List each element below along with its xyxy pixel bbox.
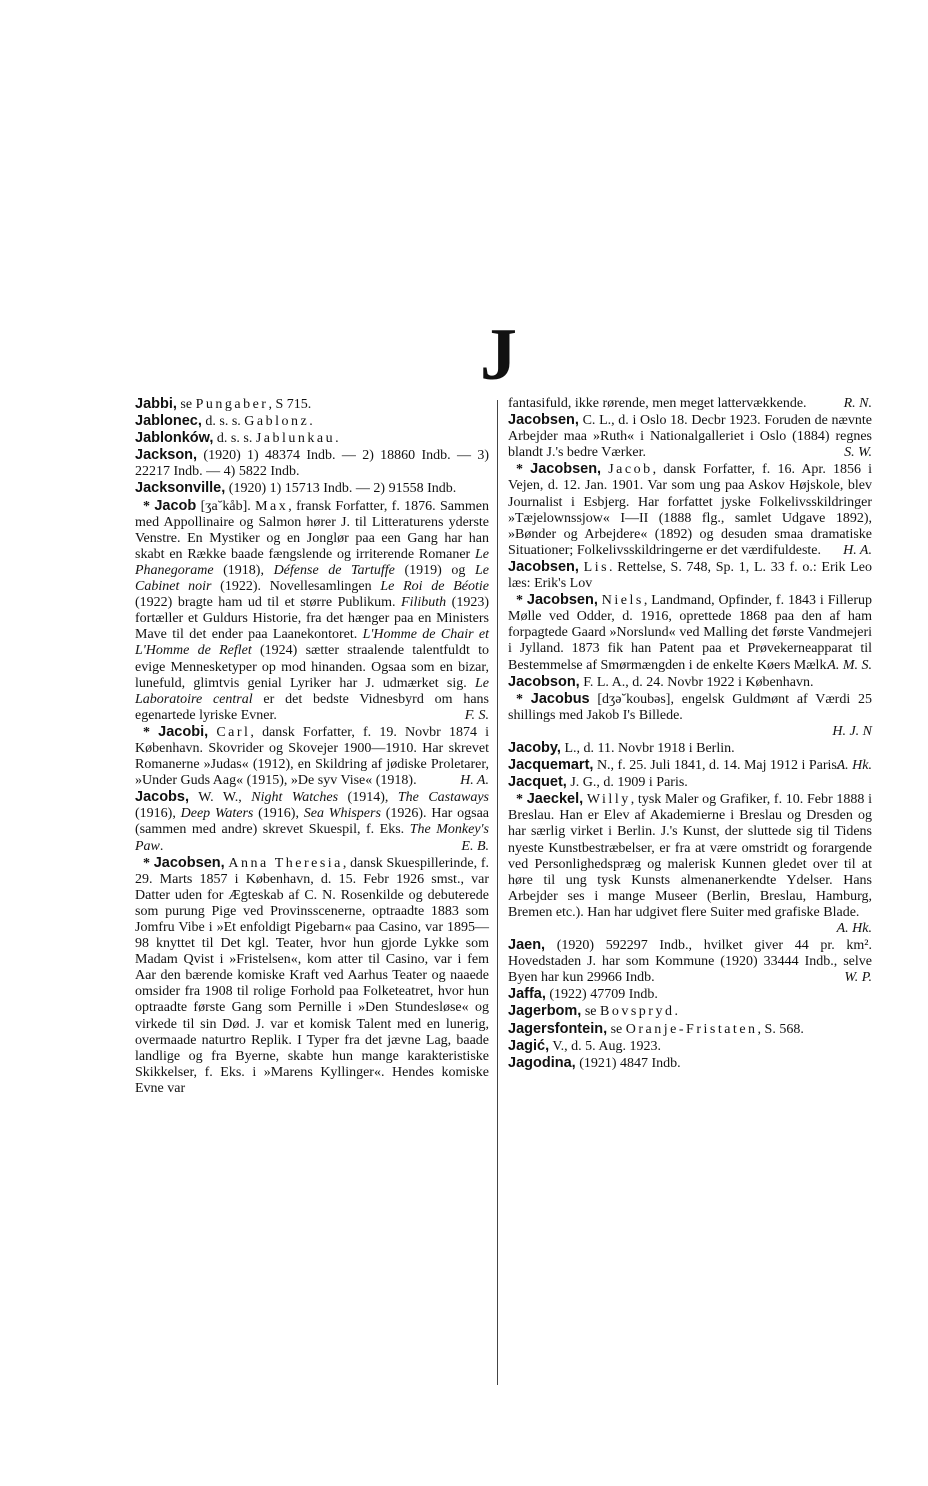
entry-signature: S. W. [844,445,872,461]
entry-text: (1920) 1) 15713 Indb. — 2) 91558 Indb. [225,481,457,497]
dictionary-entry [508,774,872,791]
entry-headword: Jacobson, [508,673,580,690]
entry-text: (1926). Har ogsaa (sammen med andre) skrevet Skuespil, f. Eks. [135,806,489,838]
entry-text: er det bedste Vidnesbyrd om hans egenartede lyriske Evner. [135,691,490,723]
entry-star-marker: * [516,792,527,808]
entry-headword: Jaen, [508,937,546,954]
entry-spaced-name: Anna Theresia [228,855,343,871]
dictionary-entry [135,447,489,480]
entry-text: , Landmand, Opfinder, f. 1843 i Fillerup Mølle ved Odder, d. 1916, oprettede 1868 paa den af ham forpagtede Gaard »Norslund« ved Malling det første Vandmejeri i Jylland. 1873 fik han Patent paa et Prøvekerneapparat til Bestemmelse af Smørmængden i de enkelte Køers Mælk. [508,593,873,673]
entry-headword: Jacobsen, [530,461,602,478]
entry-text: , S. 568. [757,1021,804,1037]
entry-text: (1920) 1) 48374 Indb. — 2) 18860 Indb. — 3) 22217 Indb. — 4) 5822 Indb. [135,448,489,480]
dictionary-entry [508,1021,872,1038]
entry-signature: R. N. [843,396,872,411]
dictionary-entry [508,559,872,592]
entry-spaced-name: Carl [216,724,251,740]
entry-headword: Jacoby, [508,739,561,756]
dictionary-entry [135,855,489,1097]
entry-text: C. L., d. i Oslo 18. Decbr 1923. Foruden de nævnte Arbejder maa »Ruth« i Nationalgalleriet i Oslo (1884) regnes blandt J.'s bedre Værker. [508,413,872,461]
entry-headword: Jacobsen, [526,592,598,609]
entry-signature: E. B. [461,838,489,854]
entry-text: se [607,1021,626,1037]
entry-text: , fransk Forfatter, f. 1876. Sammen med Appollinaire og Salmon hører J. til Litteraturens yderste Venstre. En Mystiker og en Jonglør paa een Gang har han skabt en Række baade fængslende og irriterende Romaner [135,498,489,562]
entry-headword: Jacquemart, [508,757,594,774]
entry-text: (1916), [135,806,181,822]
entry-text: , S 715. [268,397,312,412]
entry-spaced-name: Gablonz [244,414,310,430]
entry-text: (1924) sætter straalende talentfuldt to evige Mennesketyper op mod hinanden. Ogsaa som en bizar, lunefuld, glimtvis genial Lyriker har J. udmærket sig. [135,643,489,691]
entry-text: [dʒə˘koubəs], engelsk Guldmønt af Værdi 25 shillings med Jakob I's Billede. [508,691,873,723]
entry-signature: A. Hk. [836,921,872,936]
section-letter: J [480,314,517,396]
entry-headword: Jaeckel, [526,791,584,808]
entry-text: se [176,397,196,412]
entry-text: (1922) bragte ham ud til et større Publikum. [135,595,402,611]
dictionary-entry [508,1038,872,1055]
entry-spaced-name: Willy [586,792,631,808]
entry-signature: W. P. [844,970,872,986]
entry-text: , dansk Forfatter, f. 16. Apr. 1856 i Vejen, d. 12. Jan. 1901. Var som ung paa Askov Højskole, blev Journalist i Esbjerg. Har forfattet jyske Folkelivsskildringer »Tæjelownssjow« I—II (1888 flg., samlet Udgave 1892), »Bønder og Arbejdere« (1892) og desuden smaa dramatiske Situationer; Folkelivsskildringerne er det værdifuldeste. [508,462,873,558]
entry-text: N., f. 25. Juli 1841, d. 14. Maj 1912 i Paris. [593,758,841,774]
entry-text: (1920) 592297 Indb., hvilket giver 44 pr. km². Hovedstaden J. har som Kommune (1920) 33444 Indb., selve Byen har kun 29966 Indb. [508,938,872,986]
entry-signature: A. Hk. [836,758,872,774]
entry-italic-title: Le Phanegorame [135,546,489,578]
entry-text: (1922). Novellesamlingen [211,579,381,595]
entry-headword: Jacobi, [158,723,209,740]
entry-star-marker: * [516,691,531,707]
entry-text: . [159,838,164,854]
entry-spaced-name: Max [255,498,289,514]
entry-spaced-name: Pungaber [195,397,269,412]
dictionary-entry [508,461,872,559]
entry-text: F. L. A., d. 24. Novbr 1922 i København. [579,674,814,690]
entry-text: . [674,1004,678,1020]
entry-text: d. s. s. [213,431,256,447]
entry-star-marker: * [143,855,154,871]
entry-text: (1923) fortæller et Guldurs Historie, fra det hænger paa en Ministers Mave til det ender paa Laanekontoret. [135,595,489,643]
entry-text: [ʒa˘kåb]. [196,498,256,514]
entry-text: , tysk Maler og Grafiker, f. 10. Febr 1888 i Breslau. Han er Elev af Akademierne i Breslau og Dresden og har særlig virket i Berlin. J.'s Kunst, der sluttede sig til Tidens nyeste Kunstbestræbelser, er fra at være omstridt og forargende ved Personlighedspræg og malerisk Kunnen gledet over til at høre til ung tysk Kunsts almenanerkendte Ydelser. Hans Arbejder ses i mange Museer (Berlin, Breslau, Hamburg, Bremen etc.). Han har udgivet flere Suiter med grafiske Blade. [508,792,872,920]
entry-headword: Jacobs, [135,789,189,806]
column-divider [497,400,498,1385]
dictionary-entry [508,740,872,757]
entry-italic-title: The Monkey's Paw [135,822,489,854]
entry-headword: Jabbi, [135,396,177,412]
dictionary-entry [135,413,489,430]
entry-headword: Jacksonville, [135,480,226,497]
left-column [135,396,489,1097]
entry-spaced-name: Bovspryd [600,1004,675,1020]
dictionary-entry [508,986,872,1003]
entry-signature: H. A. [843,542,872,558]
entry-italic-title: The Castaways [397,790,489,806]
entry-headword: Jacobsen, [508,558,579,575]
entry-signature: H. A. [460,773,489,789]
dictionary-entry [508,757,872,774]
entry-spaced-name: Oranje-Fristaten [625,1021,758,1037]
entry-italic-title: Le Roi de Béotie [380,579,490,595]
entry-headword: Jacquet, [508,774,567,791]
entry-headword: Jackson, [135,447,198,464]
entry-text: J. G., d. 1909 i Paris. [566,775,688,791]
dictionary-entry [508,592,872,673]
entry-star-marker: * [143,724,159,740]
entry-headword: Jacobsen, [508,412,579,429]
entry-signature: F. S. [464,707,489,723]
dictionary-entry [135,430,489,447]
entry-headword: Jacobsen, [153,854,225,871]
dictionary-entry [508,691,872,724]
entry-text: L., d. 11. Novbr 1918 i Berlin. [560,740,735,756]
entry-headword: Jablonków, [135,430,214,447]
entry-text: (1921) 4847 Indb. [575,1055,681,1071]
entry-headword: Jagić, [508,1037,550,1054]
dictionary-entry [135,480,489,497]
dictionary-entry [508,1003,872,1020]
dictionary-entry [135,498,489,724]
entry-italic-title: Le Cabinet noir [135,562,489,595]
entry-text: d. s. s. [201,414,245,430]
dictionary-entry [508,1055,872,1072]
entry-text: (1914), [338,790,398,806]
entry-italic-title: Night Watches [251,790,339,806]
entry-text: . Rettelse, S. 748, Sp. 1, L. 33 f. o.: Erik Leo læs: Erik's Lov [508,559,872,592]
entry-text: (1916), [253,806,304,822]
entry-italic-title: Défense de Tartuffe [273,562,395,578]
entry-signature: H. J. N [832,723,872,739]
entry-text: , dansk Skuespillerinde, f. 29. Marts 1857 i København, d. 15. Febr 1926 smst., var Datter uden for Ægteskab af C. N. Rosenkilde og debuterede som purung Pige ved Provinsscenerne, optraadte 1883 som Jomfru Vibe i »Et enfoldigt Pigebarn« paa Casino, var 1895—98 knyttet til Det kgl. Teater, hvor hun gjorde Lykke som Madam Qvist i »Fristelsen«, kom atter til Casino, var i fem Aar den bærende komiske Kraft ved Aarhus Teater og naaede omsider fra 1908 til rolige Forhold paa Folketeatret, hvor hun optraadte første Gang som Pernille i »Den Stundesløse« og virkede til sin Død. J. var et komisk Talent med en lunerig, overmaade naturtro Replik. I Typer fra det jævne Lag, baade landlige og fra Byerne, skabte hun mange karakteristiske Skikkelser, f. Eks. i »Marens Kyllinger«. Hendes komiske Evne var [135,855,490,1096]
entry-headword: Jagerbom, [508,1003,582,1020]
dictionary-entry [135,396,489,413]
entry-text: . [335,431,339,447]
entry-italic-title: Deep Waters [180,806,254,822]
entry-text: . [309,414,313,430]
entry-italic-title: L'Homme de Chair et L'Homme de Reflet [135,627,489,659]
entry-headword: Jagersfontein, [508,1020,608,1037]
entry-italic-title: Filibuth [401,595,447,611]
entry-continuation: fantasifuld, ikke rørende, men meget lattervækkende. [508,396,807,411]
right-column [508,396,872,1072]
entry-spaced-name: Jacob [608,462,653,478]
entry-text: V., d. 5. Aug. 1923. [549,1038,661,1054]
entry-italic-title: Sea Whispers [303,806,381,822]
entry-signature: A. M. S. [827,657,872,673]
entry-spaced-name: Lis [583,559,610,575]
dictionary-entry [508,791,872,921]
entry-headword: Jablonec, [135,413,202,430]
entry-text: , dansk Forfatter, f. 19. Novbr 1874 i København. Skovrider og Skovejer 1900—1910. Har skrevet Romanerne »Judas« (1912), en Skildring af jødiske Proletarer, »Under Guds Aag« (1915), »De syv Vise« (1918). [135,724,490,789]
entry-headword: Jacobus [530,690,590,707]
entry-spaced-name: Niels [601,593,644,609]
entry-star-marker: * [516,462,531,478]
entry-text: W. W., [189,790,252,806]
entry-text: (1919) og [394,562,475,578]
entry-star-marker: * [143,498,155,514]
entry-spaced-name: Jablunkau [255,431,336,447]
entry-headword: Jaffa, [508,986,546,1003]
entry-italic-title: Le Laboratoire central [135,675,489,707]
entry-headword: Jacob [154,497,197,514]
entry-text: (1918), [213,562,274,578]
entry-text: (1922) 47709 Indb. [545,987,658,1003]
entry-star-marker: * [516,593,527,609]
entry-text: se [581,1004,601,1020]
dictionary-entry [508,674,872,691]
entry-headword: Jagodina, [508,1054,576,1071]
